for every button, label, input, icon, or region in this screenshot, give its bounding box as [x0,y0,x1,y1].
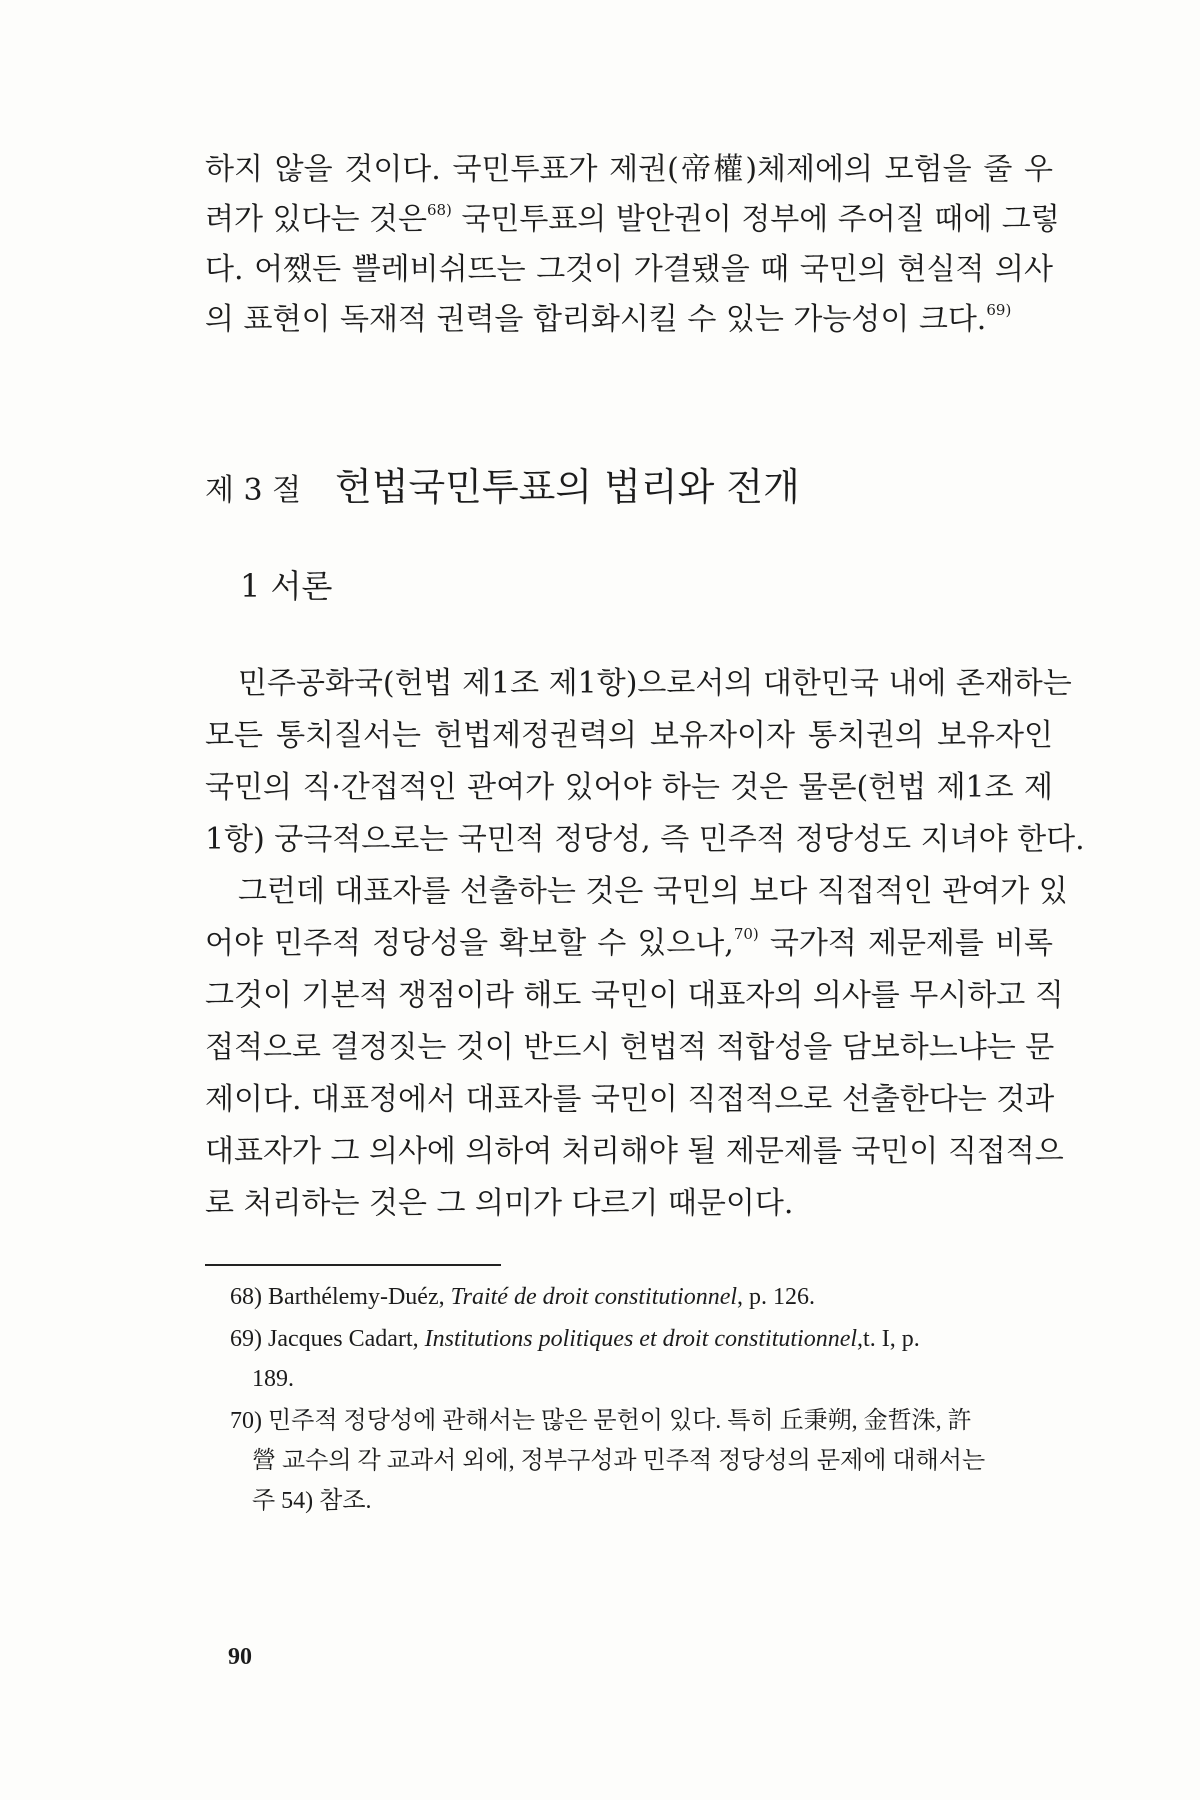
text-line: 로 처리하는 것은 그 의미가 다르기 때문이다. [205,1186,794,1221]
footnote-divider [205,1264,501,1266]
text-line: 그것이 기본적 쟁점이라 해도 국민이 대표자의 의사를 무시하고 직 [205,978,1064,1013]
text-line: 하지 않을 것이다. 국민투표가 제권(帝權)체제에의 모험을 줄 우 [205,152,1053,187]
footnote-70-line2: 營 교수의 각 교과서 외에, 정부구성과 민주적 정당성의 문제에 대해서는 [252,1448,986,1474]
footnote-69: 69) Jacques Cadart, Institutions politiques et droit constitutionnel,t. I, p. [230,1326,920,1352]
footnote-68: 68) Barthélemy-Duéz, Traité de droit constitutionnel, p. 126. [230,1284,816,1310]
text-line: 접적으로 결정짓는 것이 반드시 헌법적 적합성을 담보하느냐는 문 [205,1030,1055,1065]
section-title: 헌법국민투표의 법리와 전개 [335,465,800,509]
text-line: 다. 어쨌든 쁠레비쉬뜨는 그것이 가결됐을 때 국민의 현실적 의사 [205,252,1053,287]
text-line: 민주공화국(헌법 제1조 제1항)으로서의 대한민국 내에 존재하는 [238,666,1072,701]
text-line: 의 표현이 독재적 권력을 합리화시킬 수 있는 가능성이 크다.$^{69)}$ [205,301,1012,337]
text-line: 려가 있다는 것은$^{68)}$ 국민투표의 발안권이 정부에 주어질 때에 그렇 [205,201,1060,237]
footnote-70-line3: 주 54) 참조. [252,1488,372,1514]
footnote-ref-69[interactable]: 69) [986,301,1012,319]
text-line: 제이다. 대표정에서 대표자를 국민이 직접적으로 선출한다는 것과 [205,1082,1055,1117]
section-heading [205,462,800,516]
section-number: 제 3 절 [205,473,302,508]
text-line: 모든 통치질서는 헌법제정권력의 보유자이자 통치권의 보유자인 [205,718,1053,753]
text-line: 어야 민주적 정당성을 확보할 수 있으나,$^{70)}$ 국가적 제문제를 비록 [205,925,1053,961]
text-line: 그런데 대표자를 선출하는 것은 국민의 보다 직접적인 관여가 있 [238,874,1068,909]
footnote-ref-70[interactable]: 70) [733,925,759,943]
footnote-69-continuation: 189. [252,1366,294,1392]
footnote-ref-68[interactable]: 68) [426,201,452,219]
subsection-heading: 1 서론 [240,567,333,605]
page-number: 90 [228,1644,252,1670]
text-line: 대표자가 그 의사에 의하여 처리해야 될 제문제를 국민이 직접적으 [205,1134,1064,1169]
text-line: 1항) 궁극적으로는 국민적 정당성, 즉 민주적 정당성도 지녀야 한다. [205,822,1085,857]
text-line: 국민의 직·간접적인 관여가 있어야 하는 것은 물론(헌법 제1조 제 [205,770,1053,805]
footnote-70: 70) 민주적 정당성에 관해서는 많은 문헌이 있다. 특히 丘秉朔, 金哲洙, 許 [230,1408,972,1434]
